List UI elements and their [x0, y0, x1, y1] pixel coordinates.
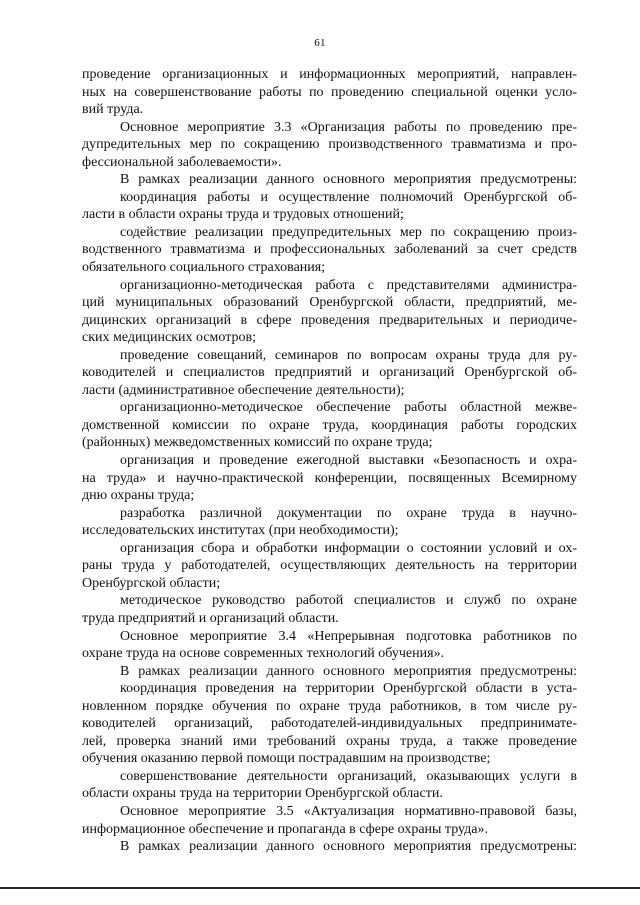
text-line: новленном порядке обучения по охране труда работников, в том числе ру- [82, 698, 577, 714]
text-line: проведение совещаний, семинаров по вопросам охраны труда для ру- [120, 347, 577, 363]
text-line: дицинских организаций в сфере проведения предварительных и периодиче- [82, 312, 577, 328]
text-line: ласти в области охраны труда и трудовых отношений; [82, 207, 404, 223]
text-line: раны труда у работодателей, осуществляющих деятельность на территории [82, 558, 577, 574]
text-line: охране труда на основе современных технологий обучения». [82, 646, 445, 662]
text-line: В рамках реализации данного основного мероприятия предусмотрены: [120, 172, 577, 188]
text-line: организационно-методическая работа с представителями администра- [120, 277, 577, 293]
text-line: информационное обеспечение и пропаганда в сфере охраны труда». [82, 821, 488, 837]
text-line: труда предприятий и организаций области. [82, 610, 339, 626]
text-line: В рамках реализации данного основного мероприятия предусмотрены: [120, 839, 577, 855]
text-line: дню охраны труда; [82, 488, 195, 504]
text-line: Основное мероприятие 3.5 «Актуализация нормативно-правовой базы, [120, 803, 577, 819]
text-line: организация сбора и обработки информации о состоянии условий и ох- [120, 540, 577, 556]
text-line: Оренбургской области; [82, 575, 221, 591]
document-body [82, 66, 577, 856]
text-line: (районных) межведомственных комиссий по охране труда; [82, 435, 433, 451]
text-line: ных на совершенствование работы по проведению специальной оценки усло- [82, 84, 577, 100]
text-line: дупредительных мер по сокращению производственного травматизма и про- [82, 137, 577, 153]
text-line: ководителей организаций, работодателей-индивидуальных предпринимате- [82, 716, 577, 732]
text-line: организационно-методическое обеспечение работы областной межве- [120, 400, 577, 416]
text-line: разработка различной документации по охране труда в научно- [120, 505, 577, 521]
text-line: области охраны труда на территории Оренбургской области. [82, 786, 443, 802]
text-line: координация проведения на территории Оренбургской области в уста- [120, 681, 577, 697]
text-line: ководителей и специалистов предприятий и организаций Оренбургской об- [82, 365, 577, 381]
text-line: Основное мероприятие 3.4 «Непрерывная подготовка работников по [120, 628, 577, 644]
text-line: координация работы и осуществление полномочий Оренбургской об- [120, 189, 577, 205]
text-line: на труда» и научно-практической конференции, посвященных Всемирному [82, 470, 577, 486]
text-line: фессиональной заболеваемости». [82, 154, 282, 170]
page-number: 61 [314, 37, 326, 49]
text-line: ских медицинских осмотров; [82, 330, 257, 346]
text-line: водственного травматизма и профессиональных заболеваний за счет средств [82, 242, 577, 258]
text-line: организация и проведение ежегодной выставки «Безопасность и охра- [120, 453, 577, 469]
text-line: домственной комиссии по охране труда, координация работы городских [82, 417, 577, 433]
text-line: В рамках реализации данного основного мероприятия предусмотрены: [120, 663, 577, 679]
text-line: обязательного социального страхования; [82, 260, 326, 276]
text-line: проведение организационных и информационных мероприятий, направлен- [82, 67, 577, 82]
text-line: вий труда. [82, 102, 144, 118]
text-line: методическое руководство работой специалистов и служб по охране [120, 593, 577, 609]
text-line: исследовательских институтах (при необходимости); [82, 523, 399, 539]
text-line: Основное мероприятие 3.3 «Организация работы по проведению пре- [120, 119, 577, 135]
text-line: ласти (административное обеспечение деятельности); [82, 382, 405, 398]
text-line: ций муниципальных образований Оренбургской области, предприятий, ме- [82, 295, 577, 311]
text-line: содействие реализации предупредительных мер по сокращению произ- [120, 224, 577, 240]
page-bottom-rule [0, 887, 640, 889]
text-line: обучения оказанию первой помощи пострадавшим на производстве; [82, 751, 491, 767]
text-line: совершенствование деятельности организаций, оказывающих услуги в [120, 768, 577, 784]
text-line: лей, проверка знаний ими требований охраны труда, а также проведение [82, 733, 577, 749]
